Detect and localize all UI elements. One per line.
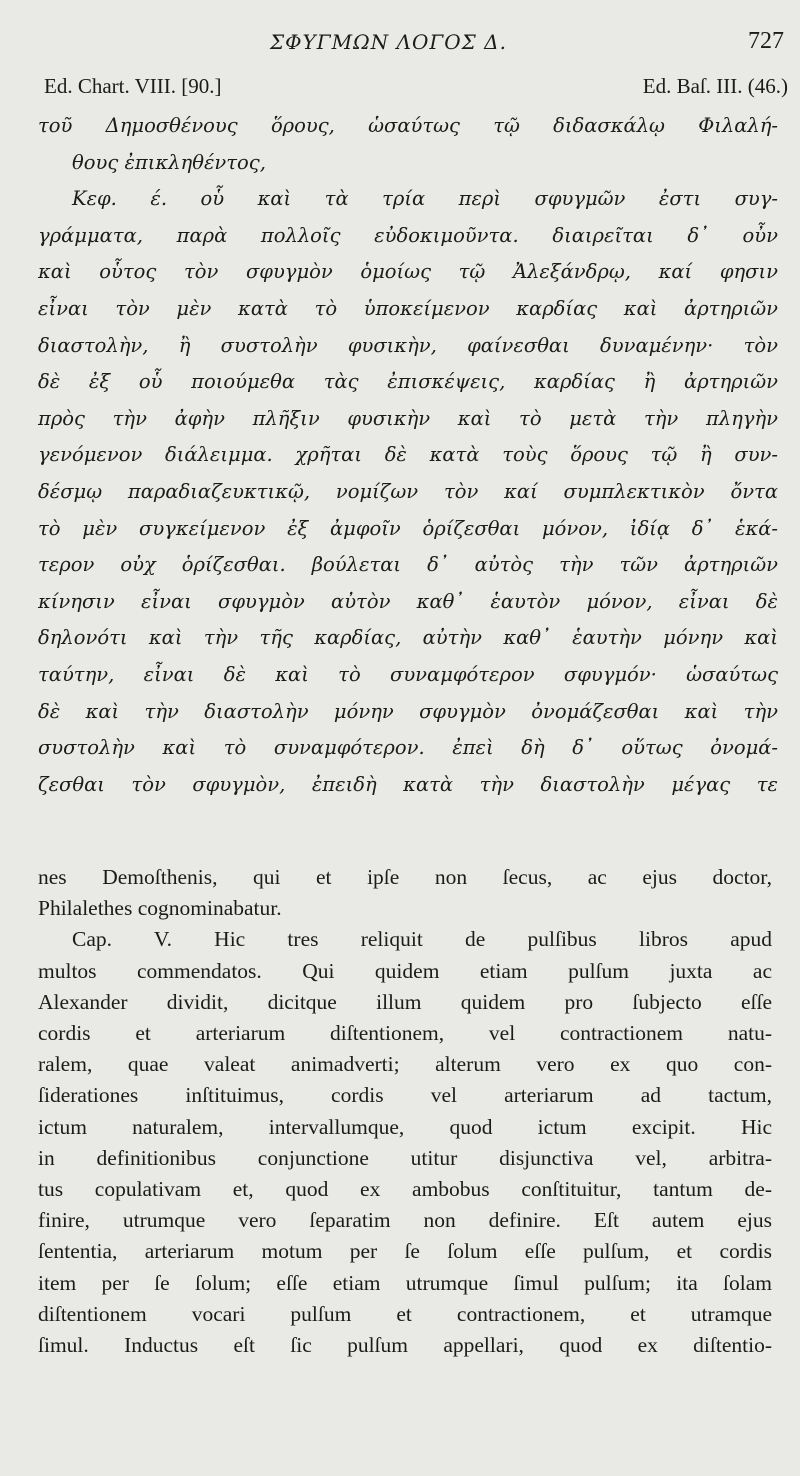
greek-line: δὲ καὶ τὴν διαστολὴν μόνην σφυγμὸν ὀνομάζεσθαι καὶ τὴν (38, 699, 778, 723)
latin-line: Cap. V. Hic tres reliquit de pulſibus libros apud (72, 927, 772, 952)
latin-line: in definitionibus conjunctione utitur disjunctiva vel, arbitra- (38, 1145, 772, 1170)
greek-line: πρὸς τὴν ἀφὴν πλῆξιν φυσικὴν καὶ τὸ μετὰ τὴν πληγὴν (38, 406, 778, 430)
greek-line: κίνησιν εἶναι σφυγμὸν αὐτὸν καθ᾽ ἑαυτὸν μόνον, εἶναι δὲ (38, 589, 778, 613)
greek-line: ζεσθαι τὸν σφυγμὸν, ἐπειδὴ κατὰ τὴν διαστολὴν μέγας τε (38, 772, 778, 796)
latin-line: ictum naturalem, intervallumque, quod ictum excipit. Hic (38, 1114, 772, 1139)
greek-line: θους ἐπικληθέντος, (72, 150, 266, 174)
greek-line: τὸ μὲν συγκείμενον ἐξ ἀμφοῖν ὁρίζεσθαι μόνον, ἰδίᾳ δ᾽ ἑκά- (38, 516, 778, 540)
greek-line: τοῦ Δημοσθένους ὅρους, ὡσαύτως τῷ διδασκάλῳ Φιλαλή- (38, 114, 778, 137)
greek-line: εἶναι τὸν μὲν κατὰ τὸ ὑποκείμενον καρδίας καὶ ἀρτηριῶν (38, 296, 778, 320)
greek-line: δὲ ἐξ οὗ ποιούμεθα τὰς ἐπισκέψεις, καρδίας ἢ ἀρτηριῶν (38, 370, 778, 394)
latin-line: ſimul. Inductus eſt ſic pulſum appellari, quod ex diſtentio- (38, 1333, 772, 1358)
latin-line: nes Demoſthenis, qui et ipſe non ſecus, ac ejus doctor, (38, 865, 772, 889)
running-title: ΣΦΥΓΜΩΝ ΛΟΓΟΣ Δ. (270, 30, 507, 54)
latin-text-block (38, 862, 772, 1361)
edition-basel: Ed. Baſ. III. (46.) (642, 74, 788, 98)
latin-line: ſiderationes inſtituimus, cordis vel arteriarum ad tactum, (38, 1083, 772, 1108)
greek-line: ταύτην, εἶναι δὲ καὶ τὸ συναμφότερον σφυγμόν· ὡσαύτως (38, 662, 778, 686)
greek-line: συστολὴν καὶ τὸ συναμφότερον. ἐπεὶ δὴ δ᾽ οὕτως ὀνομά- (38, 736, 778, 760)
greek-line: τερον οὐχ ὁρίζεσθαι. βούλεται δ᾽ αὐτὸς τὴν τῶν ἀρτηριῶν (38, 553, 778, 577)
latin-line: ralem, quae valeat animadverti; alterum vero ex quo con- (38, 1052, 772, 1077)
latin-line: item per ſe ſolum; eſſe etiam utrumque ſimul pulſum; ita ſolam (38, 1270, 772, 1295)
latin-line: diſtentionem vocari pulſum et contractionem, et utramque (38, 1301, 772, 1326)
greek-line: διαστολὴν, ἢ συστολὴν φυσικὴν, φαίνεσθαι δυναμένην· τὸν (38, 333, 778, 357)
edition-chartier: Ed. Chart. VIII. [90.] (44, 74, 222, 98)
greek-line: γενόμενον διάλειμμα. χρῆται δὲ κατὰ τοὺς ὅρους τῷ ἢ συν- (38, 443, 778, 467)
latin-line: ſententia, arteriarum motum per ſe ſolum eſſe pulſum, et cordis (38, 1239, 772, 1264)
latin-line: Alexander dividit, dicitque illum quidem pro ſubjecto eſſe (38, 989, 772, 1014)
greek-line: Κεφ. έ. οὗ καὶ τὰ τρία περὶ σφυγμῶν ἐστι συγ- (72, 187, 778, 211)
latin-line: tus copulativam et, quod ex ambobus conſtituitur, tantum de- (38, 1177, 772, 1202)
page-header (0, 30, 800, 70)
page-number: 727 (748, 28, 784, 54)
edition-references (44, 74, 788, 104)
greek-line: δέσμῳ παραδιαζευκτικῷ, νομίζων τὸν καί συμπλεκτικὸν ὄντα (38, 479, 778, 503)
latin-line: Philalethes cognominabatur. (38, 896, 282, 921)
latin-line: finire, utrumque vero ſeparatim non definire. Eſt autem ejus (38, 1208, 772, 1233)
greek-text-block (38, 108, 778, 803)
greek-line: καὶ οὗτος τὸν σφυγμὸν ὁμοίως τῷ Ἀλεξάνδρῳ, καί φησιν (38, 260, 778, 284)
greek-line: δηλονότι καὶ τὴν τῆς καρδίας, αὐτὴν καθ᾽ ἑαυτὴν μόνην καὶ (38, 626, 778, 650)
greek-line: γράμματα, παρὰ πολλοῖς εὐδοκιμοῦντα. διαιρεῖται δ᾽ οὖν (38, 223, 778, 247)
latin-line: cordis et arteriarum diſtentionem, vel contractionem natu- (38, 1021, 772, 1046)
latin-line: multos commendatos. Qui quidem etiam pulſum juxta ac (38, 958, 772, 983)
